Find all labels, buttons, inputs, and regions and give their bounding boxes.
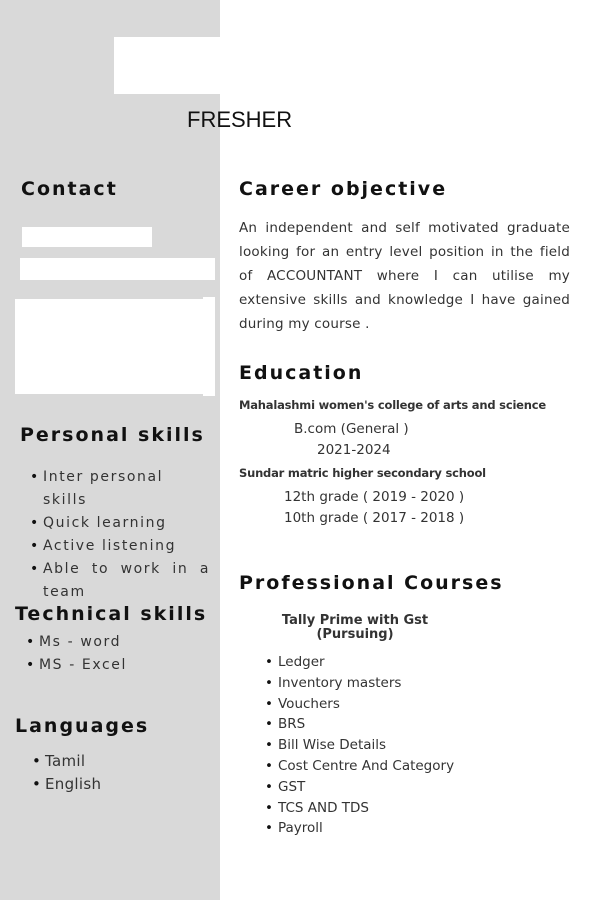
list-item: • Bill Wise Details [265, 735, 565, 756]
contact-redacted-line-1 [22, 227, 152, 247]
college-years: 2021-2024 [317, 442, 391, 458]
course-title-name: Tally Prime with Gst [281, 613, 429, 628]
course-title [280, 614, 430, 642]
list-item: • Cost Centre And Category [265, 756, 565, 777]
list-item: • Payroll [265, 818, 565, 839]
list-item: • Inter personal skills [30, 466, 210, 512]
list-item: • Ledger [265, 652, 565, 673]
school-name: Sundar matric higher secondary school [239, 466, 486, 480]
list-item: • TCS AND TDS [265, 798, 565, 819]
school-grade-12: 12th grade ( 2019 - 2020 ) [284, 489, 465, 505]
course-title-status: (Pursuing) [316, 627, 394, 642]
personal-skills-list [30, 466, 210, 604]
college-degree: B.com (General ) [294, 421, 409, 437]
college-name: Mahalashmi women's college of arts and science [239, 398, 546, 412]
languages-heading: Languages [15, 715, 150, 737]
education-heading: Education [239, 362, 364, 384]
career-objective-heading: Career objective [239, 178, 448, 200]
list-item: • Quick learning [30, 512, 210, 535]
contact-heading: Contact [21, 178, 118, 200]
list-item: • Inventory masters [265, 673, 565, 694]
list-item: • Able to work in a team [30, 558, 210, 604]
school-grade-10: 10th grade ( 2017 - 2018 ) [284, 510, 465, 526]
photo-placeholder [114, 37, 220, 94]
contact-redacted-block [15, 299, 203, 394]
list-item: • Tamil [32, 750, 202, 773]
list-item: • Ms - word [26, 631, 211, 654]
list-item: • Active listening [30, 535, 210, 558]
page-title: FRESHER [187, 107, 293, 132]
list-item: • BRS [265, 714, 565, 735]
technical-skills-list [26, 631, 211, 677]
languages-list [32, 750, 202, 796]
contact-redacted-edge [203, 297, 215, 396]
professional-courses-heading: Professional Courses [239, 572, 504, 594]
technical-skills-heading: Technical skills [15, 603, 208, 625]
list-item: • English [32, 773, 202, 796]
course-topics-list [265, 652, 565, 839]
list-item: • Vouchers [265, 694, 565, 715]
personal-skills-heading: Personal skills [20, 424, 205, 446]
list-item: • GST [265, 777, 565, 798]
list-item: • MS - Excel [26, 654, 211, 677]
career-objective-text: An independent and self motivated graduate looking for an entry level position in the field of ACCOUNTANT where I can utilise my extensive skills and knowledge I have gained during my course . [239, 220, 570, 332]
contact-redacted-line-2 [20, 258, 215, 280]
